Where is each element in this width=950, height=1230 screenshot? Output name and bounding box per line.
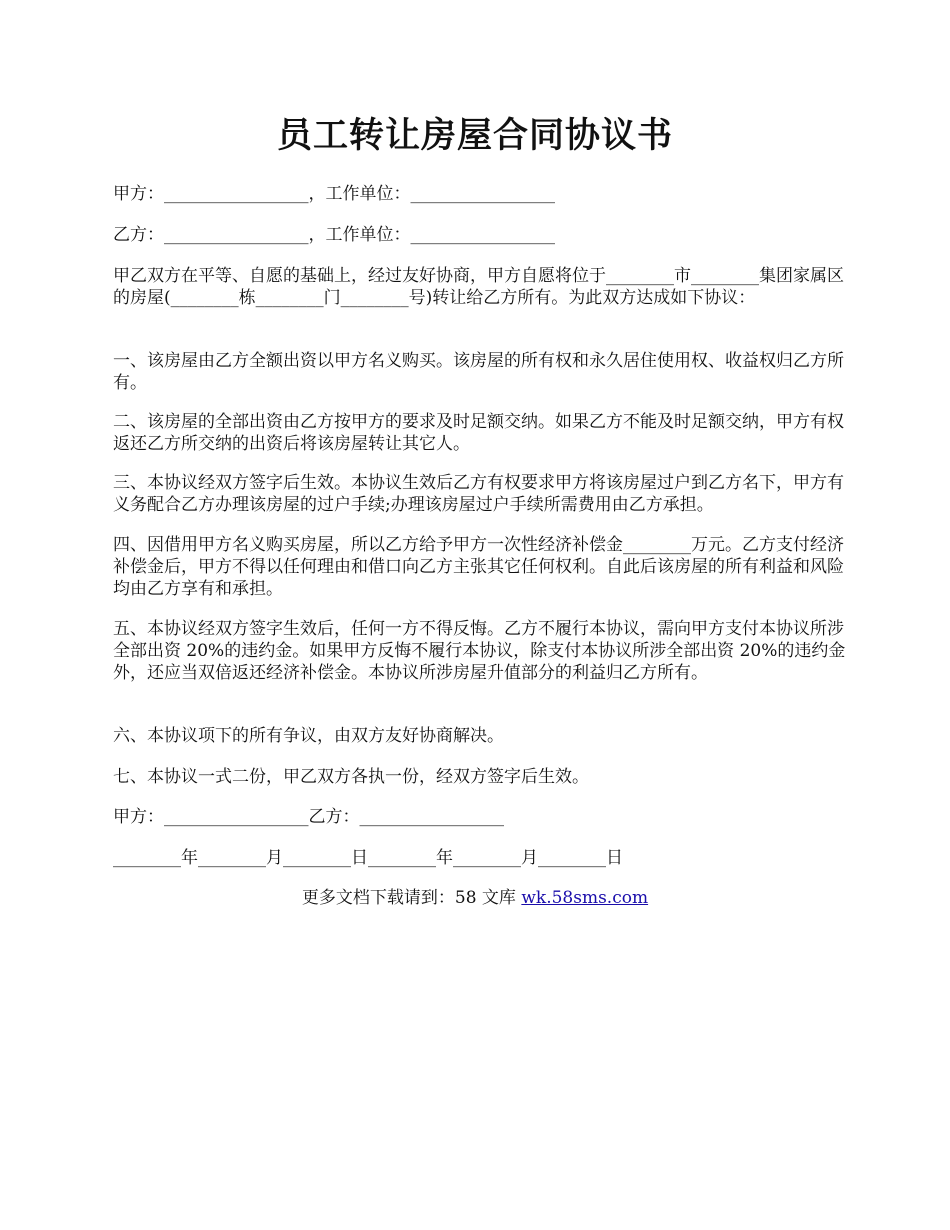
clause-1: 一、该房屋由乙方全额出资以甲方名义购买。该房屋的所有权和永久居住使用权、收益权归乙方所有。 bbox=[113, 351, 844, 393]
party-b-line: 乙方：_________________，工作单位：_________________ bbox=[113, 225, 555, 245]
intro-paragraph: 甲乙双方在平等、自愿的基础上，经过友好协商，甲方自愿将位于________市________集团家属区的房屋(________栋________门________号)转让给乙方所有。为此双方达成如下协议： bbox=[113, 266, 844, 308]
signature-line: 甲方：_________________乙方：_________________ bbox=[113, 807, 504, 827]
footer bbox=[0, 887, 950, 909]
clause-6: 六、本协议项下的所有争议，由双方友好协商解决。 bbox=[113, 726, 504, 746]
date-line: ________年________月________日________年________月________日 bbox=[113, 848, 623, 868]
clause-7: 七、本协议一式二份，甲乙双方各执一份，经双方签字后生效。 bbox=[113, 767, 589, 787]
party-a-line: 甲方：_________________，工作单位：_________________ bbox=[113, 184, 555, 204]
document-title: 员工转让房屋合同协议书 bbox=[276, 115, 673, 156]
clause-5: 五、本协议经双方签字生效后，任何一方不得反悔。乙方不履行本协议，需向甲方支付本协议所涉全部出资 20%的违约金。如果甲方反悔不履行本协议，除支付本协议所涉全部出资 20%的违约金外，还应当双倍返还经济补偿金。本协议所涉房屋升值部分的利益归乙方所有。 bbox=[113, 619, 846, 683]
clause-4: 四、因借用甲方名义购买房屋，所以乙方给予甲方一次性经济补偿金________万元。乙方支付经济补偿金后，甲方不得以任何理由和借口向乙方主张其它任何权利。自此后该房屋的所有利益和风险均由乙方享有和承担。 bbox=[113, 535, 844, 599]
clause-2: 二、该房屋的全部出资由乙方按甲方的要求及时足额交纳。如果乙方不能及时足额交纳，甲方有权返还乙方所交纳的出资后将该房屋转让其它人。 bbox=[113, 412, 844, 454]
footer-link[interactable]: wk.58sms.com bbox=[521, 888, 649, 908]
footer-text: 更多文档下载请到：58 文库 bbox=[301, 888, 522, 908]
clause-3: 三、本协议经双方签字后生效。本协议生效后乙方有权要求甲方将该房屋过户到乙方名下，甲方有义务配合乙方办理该房屋的过户手续;办理该房屋过户手续所需费用由乙方承担。 bbox=[113, 473, 844, 515]
